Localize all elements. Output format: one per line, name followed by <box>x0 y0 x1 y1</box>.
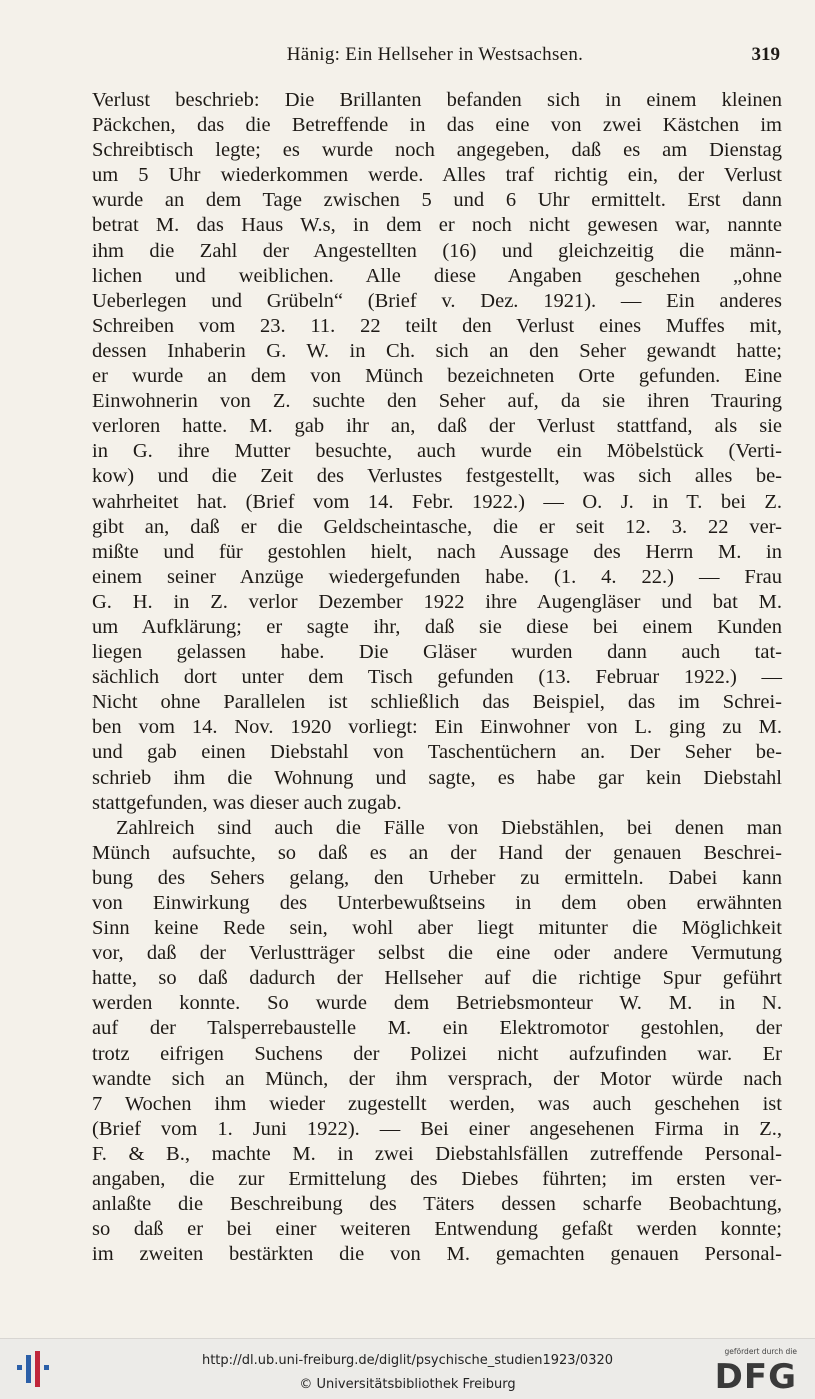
text-line: ben vom 14. Nov. 1920 vorliegt: Ein Einwohner von L. ging zu M. <box>92 716 782 739</box>
text-line: Schreibtisch legte; es wurde noch angegeben, daß es am Dienstag <box>92 139 782 162</box>
text-line: einem seiner Anzüge wiedergefunden habe. (1. 4. 22.) — Frau <box>92 565 782 588</box>
text-line: und gab einen Diebstahl von Taschentüchern an. Der Seher be- <box>92 741 782 764</box>
text-line: werden konnte. So wurde dem Betriebsmonteur W. M. in N. <box>92 992 782 1015</box>
text-line: er wurde an dem von Münch bezeichneten Orte gefunden. Eine <box>92 365 782 388</box>
text-line: im zweiten bestärkten die von M. gemachten genauen Personal- <box>92 1243 782 1266</box>
running-head: Hänig: Ein Hellseher in Westsachsen. <box>286 44 584 65</box>
page-header <box>90 44 780 74</box>
text-line: trotz eifrigen Suchens der Polizei nicht aufzufinden war. Er <box>92 1042 782 1065</box>
dfg-logo <box>715 1345 807 1395</box>
viewer-footer <box>0 1338 815 1399</box>
text-line: Schreiben vom 23. 11. 22 teilt den Verlust eines Muffes mit, <box>92 314 782 337</box>
text-line: betrat M. das Haus W.s, in dem er noch nicht gewesen war, nannte <box>92 214 782 237</box>
text-line: mißte und für gestohlen hielt, nach Aussage des Herrn M. in <box>92 540 782 563</box>
text-line: ihm die Zahl der Angestellten (16) und gleichzeitig die männ- <box>92 239 782 262</box>
text-line: wurde an dem Tage zwischen 5 und 6 Uhr ermittelt. Erst dann <box>92 189 782 212</box>
text-line: Nicht ohne Parallelen ist schließlich das Beispiel, das im Schrei- <box>92 691 782 714</box>
dfg-logo-text: DFG <box>714 1357 797 1397</box>
body-text <box>92 88 782 1267</box>
text-line: 7 Wochen ihm wieder zugestellt werden, was auch geschehen ist <box>92 1092 782 1115</box>
text-line: stattgefunden, was dieser auch zugab. <box>92 791 402 814</box>
text-line: dessen Inhaberin G. W. in Ch. sich an den Seher gewandt hatte; <box>92 339 782 362</box>
text-line: kow) und die Zeit des Verlustes festgestellt, was sich alles be- <box>92 465 782 488</box>
text-line: Zahlreich sind auch die Fälle von Diebstählen, bei denen man <box>116 816 782 839</box>
text-line: Päckchen, das die Betreffende in das eine von zwei Kästchen im <box>92 114 782 137</box>
text-line: anlaßte die Beschreibung des Täters dessen scharfe Beobachtung, <box>92 1193 782 1216</box>
text-line: wahrheitet hat. (Brief vom 14. Febr. 1922.) — O. J. in T. bei Z. <box>92 490 782 513</box>
text-line: gibt an, daß er die Geldscheintasche, die er seit 12. 3. 22 ver- <box>92 515 782 538</box>
text-line: G. H. in Z. verlor Dezember 1922 ihre Augengläser und bat M. <box>92 590 782 613</box>
text-line: um 5 Uhr wiederkommen werde. Alles traf richtig ein, der Verlust <box>92 164 782 187</box>
text-line: lichen und weiblichen. Alle diese Angaben geschehen „ohne <box>92 264 782 287</box>
text-line: Münch aufsuchte, so daß es an der Hand der genauen Beschrei- <box>92 841 782 864</box>
text-line: um Aufklärung; er sagte ihr, daß sie diese bei einem Kunden <box>92 615 782 638</box>
text-line: sächlich dort unter dem Tisch gefunden (13. Februar 1922.) — <box>92 666 782 689</box>
text-line: bung des Sehers gelang, den Urheber zu ermitteln. Dabei kann <box>92 866 782 889</box>
text-line: Ueberlegen und Grübeln“ (Brief v. Dez. 1921). — Ein anderes <box>92 289 782 312</box>
text-line: so daß er bei einer weiteren Entwendung gefaßt werden konnte; <box>92 1218 782 1241</box>
text-line: wandte sich an Münch, der ihm versprach, der Motor würde nach <box>92 1067 782 1090</box>
text-line: angaben, die zur Ermittelung des Diebes führten; im ersten ver- <box>92 1168 782 1191</box>
text-line: (Brief vom 1. Juni 1922). — Bei einer angesehenen Firma in Z., <box>92 1117 782 1140</box>
text-line: Verlust beschrieb: Die Brillanten befanden sich in einem kleinen <box>92 89 782 111</box>
text-line: von Einwirkung des Unterbewußtseins in dem oben erwähnten <box>92 892 782 914</box>
text-line: Sinn keine Rede sein, wohl aber liegt mitunter die Möglichkeit <box>92 917 782 940</box>
text-line: liegen gelassen habe. Die Gläser wurden dann auch tat- <box>92 641 782 664</box>
text-line: F. & B., machte M. in zwei Diebstahlsfällen zutreffende Personal- <box>92 1142 782 1165</box>
text-line: Einwohnerin von Z. suchte den Seher auf, da sie ihren Trauring <box>92 390 782 413</box>
text-line: verloren hatte. M. gab ihr an, daß der Verlust stattfand, als sie <box>92 415 782 438</box>
text-line: schrieb ihm die Wohnung und sagte, es habe gar kein Diebstahl <box>92 766 782 789</box>
text-line: vor, daß der Verlustträger selbst die eine oder andere Vermutung <box>92 942 782 965</box>
copyright-notice: © Universitätsbibliothek Freiburg <box>299 1377 516 1392</box>
text-line: in G. ihre Mutter besuchte, auch wurde ein Möbelstück (Verti- <box>92 440 782 463</box>
page-number: 319 <box>751 44 780 65</box>
text-line: hatte, so daß dadurch der Hellseher auf die richtige Spur geführt <box>92 967 782 990</box>
dfg-caption: gefördert durch die <box>724 1347 797 1356</box>
permalink-url[interactable]: http://dl.ub.uni-freiburg.de/diglit/psychische_studien1923/0320 <box>201 1353 614 1368</box>
text-line: auf der Talsperrebaustelle M. ein Elektromotor gestohlen, der <box>92 1017 782 1040</box>
